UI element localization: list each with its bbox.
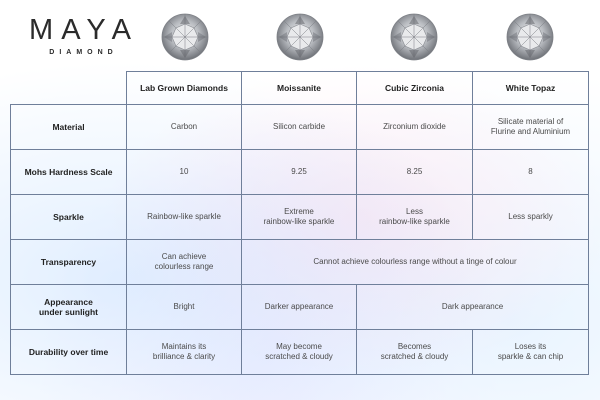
row-label-durability: Durability over time [11,330,127,375]
table-row-hardness [11,150,589,195]
moissanite-image [275,12,325,62]
cell-appearance-lab: Bright [127,285,242,330]
row-label-appearance: Appearance under sunlight [11,285,127,330]
logo-wordmark: MAYA [29,14,139,46]
cell-sparkle-moissanite: Extreme rainbow-like sparkle [242,195,357,240]
cell-hardness-lab: 10 [127,150,242,195]
cell-sparkle-topaz: Less sparkly [473,195,589,240]
table-row-material [11,105,589,150]
cell-transparency-lab: Can achieve colourless range [127,240,242,285]
table-row-transparency [11,240,589,285]
row-label-material: Material [11,105,127,150]
row-label-hardness: Mohs Hardness Scale [11,150,127,195]
cell-material-lab: Carbon [127,105,242,150]
row-label-transparency: Transparency [11,240,127,285]
table-row-appearance [11,285,589,330]
row-label-sparkle: Sparkle [11,195,127,240]
column-header-lab-grown: Lab Grown Diamonds [127,72,242,105]
cell-appearance-others: Dark appearance [357,285,589,330]
cell-material-cz: Zirconium dioxide [357,105,473,150]
cell-durability-moissanite: May become scratched & cloudy [242,330,357,375]
header-corner [11,72,127,105]
logo-subtitle: DIAMOND [49,49,118,56]
column-header-white-topaz: White Topaz [473,72,589,105]
column-header-cubic-zirconia: Cubic Zirconia [357,72,473,105]
cell-appearance-moissanite: Darker appearance [242,285,357,330]
cell-transparency-others: Cannot achieve colourless range without a tinge of colour [242,240,589,285]
cell-hardness-topaz: 8 [473,150,589,195]
table-row-durability [11,330,589,375]
cell-durability-cz: Becomes scratched & cloudy [357,330,473,375]
white-topaz-image [505,12,555,62]
table-header-row [11,72,589,105]
gem-images-row [127,6,588,68]
column-header-moissanite: Moissanite [242,72,357,105]
cubic-zirconia-image [389,12,439,62]
cell-hardness-cz: 8.25 [357,150,473,195]
cell-sparkle-cz: Less rainbow-like sparkle [357,195,473,240]
comparison-table [10,71,589,375]
cell-sparkle-lab: Rainbow-like sparkle [127,195,242,240]
cell-durability-topaz: Loses its sparkle & can chip [473,330,589,375]
cell-material-topaz: Silicate material of Flurine and Aluminium [473,105,589,150]
lab-grown-diamond-image [160,12,210,62]
cell-hardness-moissanite: 9.25 [242,150,357,195]
cell-durability-lab: Maintains its brilliance & clarity [127,330,242,375]
brand-logo [22,14,140,56]
table-row-sparkle [11,195,589,240]
cell-material-moissanite: Silicon carbide [242,105,357,150]
